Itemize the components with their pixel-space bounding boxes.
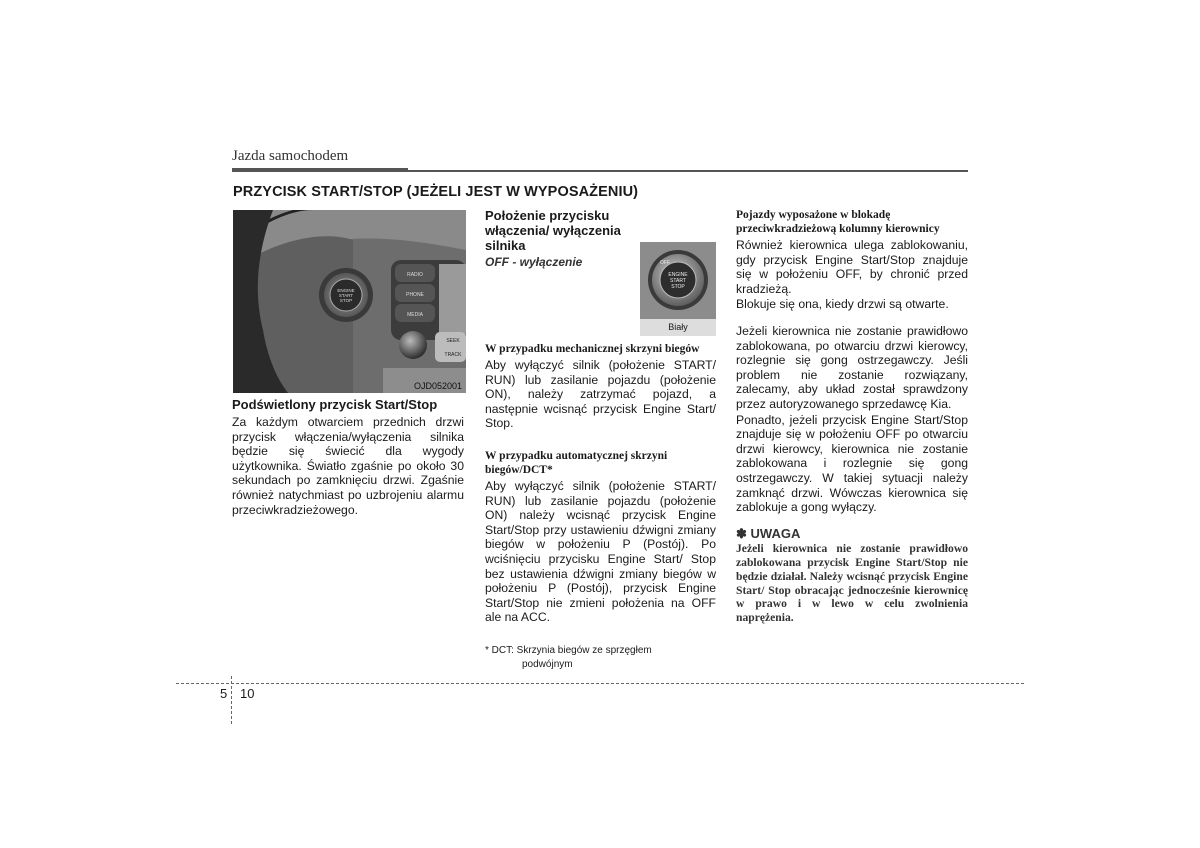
media-label: MEDIA: [407, 312, 423, 318]
page-title: PRZYCISK START/STOP (JEŻELI JEST W WYPOSAŻENIU): [233, 184, 639, 200]
page-number: 10: [240, 686, 255, 701]
phone-label: PHONE: [406, 292, 424, 298]
section-header: Jazda samochodem: [232, 148, 349, 164]
btn-start-label: START: [670, 278, 686, 284]
warning-title: ✽ UWAGA: [736, 525, 801, 541]
start-label: START: [338, 293, 354, 298]
right-column: [736, 208, 968, 625]
auto-heading: W przypadku automatycznej skrzyni biegów/DCT*: [485, 449, 668, 476]
footer-rule: [176, 683, 1024, 684]
header-bar: [232, 168, 408, 172]
stop-label: STOP: [339, 298, 353, 303]
radio-label: RADIO: [407, 272, 423, 278]
start-stop-button-icon: [640, 242, 716, 319]
mid-column: [485, 342, 716, 672]
backlight-heading: Podświetlony przycisk Start/Stop: [232, 397, 438, 412]
figure-code: OJD052001: [413, 381, 462, 391]
warning-text: Jeżeli kierownica nie zostanie prawidłowo zablokowana przycisk Engine Start/Stop nie będzie działał. Należy wcisnąć przycisk Engine Start/ Stop obracając jednocześnie kierownicę w prawo i w lewo w celu zwolnienia naprężenia.: [736, 542, 968, 625]
position-heading: Położenie przycisku włączenia/ wyłączenia silnika: [485, 208, 621, 253]
auto-text: Aby wyłączyć silnik (położenie START/ RUN) lub zasilanie pojazdu (położenie ON) należy wcisnąć przycisk Engine Start/Stop przy ustawieniu dźwigni zmiany biegów w położeniu P (Postój). Po wciśnięciu przycisku Engine Start/ Stop bez ustawienia dźwigni zmiany biegów w położeniu P (Postój), przycisk Engine Start/Stop nie zmieni położenia na OFF ale na ACC.: [485, 478, 716, 625]
dashboard-photo: [233, 210, 466, 393]
steering-p3: Jeżeli kierownica nie zostanie prawidłowo zablokowana, po otwarciu drzwi kierowcy, rozlegnie się gong ostrzegawczy. Jeśli problem nie zostanie rozwiązany, zalecamy, aby układ został sprawdzony przez autoryzowanego sprzedawcę Kia.: [736, 323, 968, 411]
backlight-text: Za każdym otwarciem przednich drzwi przycisk włączenia/wyłączenia silnika będzie się świecić dla wygody użytkownika. Światło zgaśnie po około 30 sekundach po zamknięciu drzwi. Zgaśnie również natychmiast po uzbrojeniu alarmu przeciwkradzieżowego.: [232, 415, 464, 517]
engine-label: ENGINE: [337, 288, 355, 293]
off-label: OFF - wyłączenie: [485, 255, 583, 269]
manual-heading: W przypadku mechanicznej skrzyni biegów: [485, 343, 700, 355]
header-rule: [408, 170, 968, 172]
steering-lock-heading: Pojazdy wyposażone w blokadę przeciwkradzieżową kolumny kierownicy: [736, 209, 940, 235]
footer-divider: [231, 676, 232, 724]
footnote-line-1: * DCT: Skrzynia biegów ze sprzęgłem: [485, 644, 652, 656]
start-stop-button-image: [640, 242, 716, 319]
steering-p2: Blokuje się ona, kiedy drzwi są otwarte.: [736, 297, 949, 312]
footnote-line-2: podwójnym: [522, 658, 573, 670]
btn-off-label: OFF: [660, 260, 670, 266]
btn-engine-label: ENGINE: [668, 272, 688, 278]
button-caption: Biały: [640, 319, 716, 336]
left-column: [232, 397, 464, 517]
dashboard-illustration: [233, 210, 466, 393]
manual-text: Aby wyłączyć silnik (położenie START/ RUN) lub zasilanie pojazdu (położenie ON), należy zatrzymać pojazd, a następnie wcisnąć przycisk Engine Start/ Stop.: [485, 358, 716, 431]
steering-p1: Również kierownica ulega zablokowaniu, gdy przycisk Engine Start/Stop znajduje się w położeniu OFF, by chronić przed kradzieżą.: [736, 238, 968, 296]
steering-p4: Ponadto, jeżeli przycisk Engine Start/Stop znajduje się w położeniu OFF po otwarciu drzwi kierowcy, kierownica nie zostanie zablokowana i rozlegnie się gong ostrzegawczy. W takiej sytuacji należy zamknąć drzwi. Wówczas kierownica się zablokuje a gong wyłączy.: [736, 412, 968, 515]
section-number: 5: [220, 686, 228, 701]
mid-column-top: [485, 208, 635, 270]
seek-label: SEEK: [446, 338, 460, 344]
track-label: TRACK: [444, 352, 462, 358]
btn-stop-label: STOP: [671, 284, 685, 290]
